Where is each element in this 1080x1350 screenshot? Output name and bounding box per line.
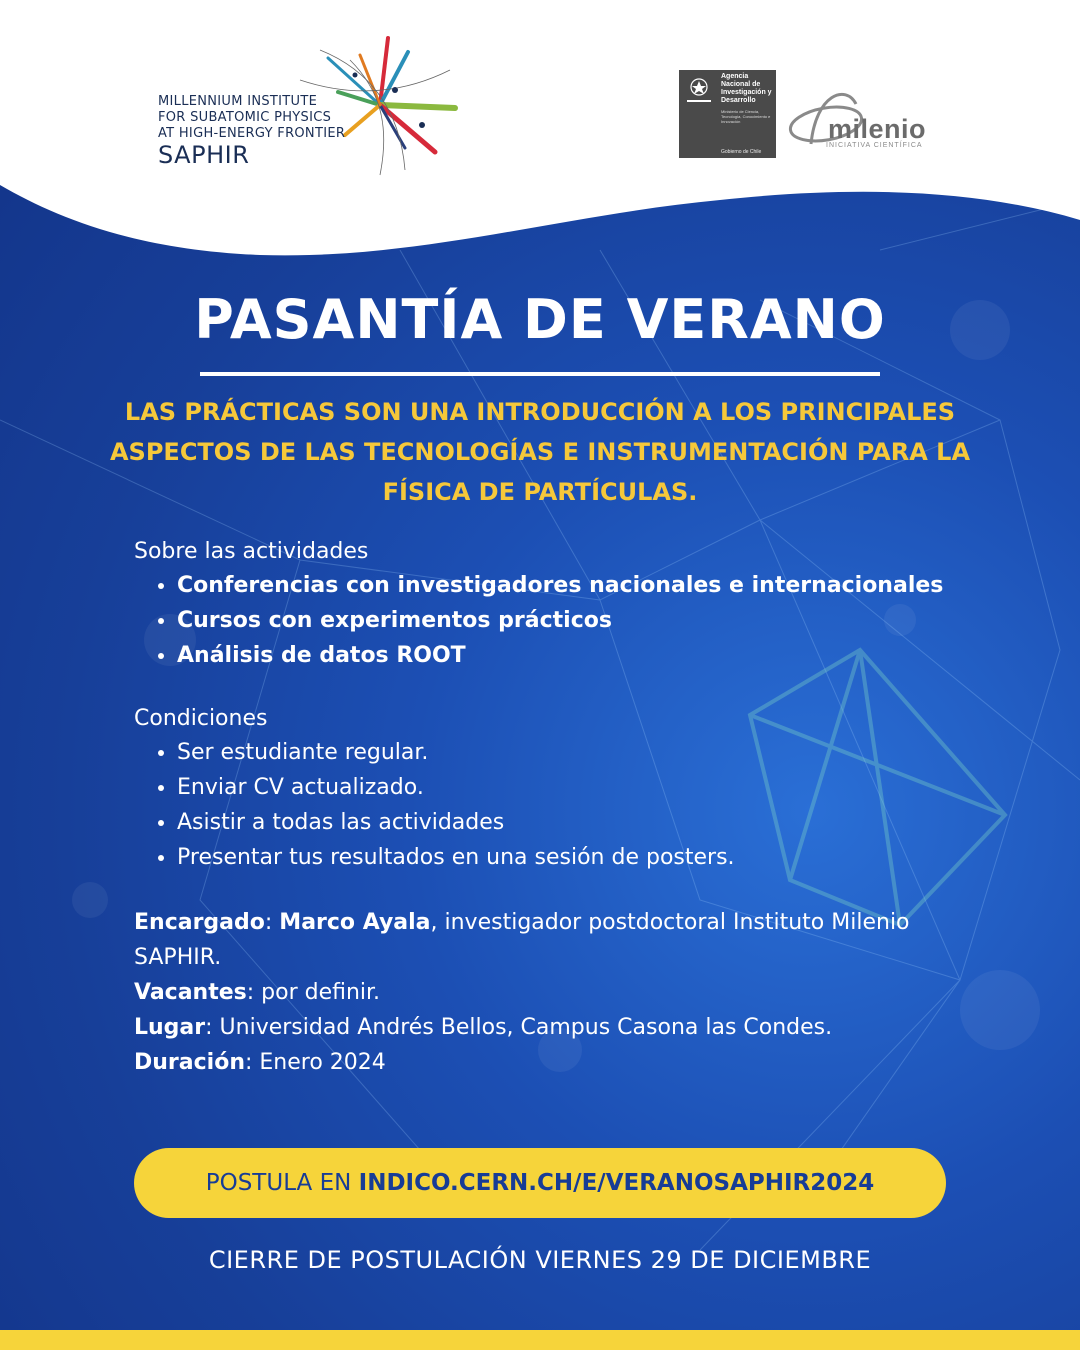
saphir-logo-text [158, 94, 345, 168]
list-item: • Análisis de datos ROOT [177, 638, 964, 673]
encargado-name: Marco Ayala [279, 910, 431, 935]
saphir-line-2: FOR SUBATOMIC PHYSICS [158, 110, 332, 125]
subtitle: LAS PRÁCTICAS SON UNA INTRODUCCIÓN A LOS PRINCIPALES ASPECTOS DE LAS TECNOLOGÍAS E INSTRUMENTACIÓN PARA LA FÍSICA DE PARTÍCULAS. [109, 398, 971, 506]
apply-url[interactable]: INDICO.CERN.CH/E/VERANOSAPHIR2024 [358, 1170, 875, 1196]
saphir-name: SAPHIR [158, 141, 250, 169]
encargado-label: Encargado [134, 910, 265, 935]
duracion-label: Duración [134, 1050, 245, 1075]
conditions-heading: Condiciones [134, 706, 268, 731]
conditions-section [134, 703, 964, 875]
conditions-list [134, 735, 964, 875]
anid-name: Agencia Nacional de Investigación y Desarrollo [721, 73, 772, 104]
vacantes-value: : por definir. [246, 980, 381, 1005]
anid-ministry: Ministerio de Ciencia, Tecnología, Conocimiento e Innovación [721, 109, 771, 124]
vacantes-label: Vacantes [134, 980, 247, 1005]
anid-logo [679, 70, 776, 158]
saphir-line-3: AT HIGH-ENERGY FRONTIER [158, 126, 346, 141]
deadline-text: CIERRE DE POSTULACIÓN VIERNES 29 DE DICIEMBRE [208, 1246, 872, 1274]
apply-prefix: POSTULA EN [205, 1170, 359, 1196]
list-item: • Cursos con experimentos prácticos [177, 603, 964, 638]
list-item: • Enviar CV actualizado. [177, 770, 964, 805]
milenio-name: milenio [828, 114, 927, 144]
list-item: • Ser estudiante regular. [177, 735, 964, 770]
milenio-tagline: INICIATIVA CIENTÍFICA [826, 142, 923, 149]
lugar-line [134, 1010, 964, 1045]
apply-link-button[interactable] [134, 1148, 946, 1218]
main-content [134, 536, 964, 1080]
encargado-line: Encargado: Marco Ayala, investigador postdoctoral Instituto Milenio SAPHIR. [134, 910, 910, 970]
list-item: • Presentar tus resultados en una sesión de posters. [177, 840, 964, 875]
list-item: • Asistir a todas las actividades [177, 805, 964, 840]
encargado-rest: , investigador postdoctoral Instituto Milenio SAPHIR. [134, 910, 910, 970]
saphir-line-1: MILLENNIUM INSTITUTE [158, 94, 318, 109]
duracion-value: : Enero 2024 [244, 1050, 386, 1075]
duracion-line [134, 1045, 964, 1080]
list-item: • Conferencias con investigadores nacionales e internacionales [177, 568, 964, 603]
chile-coat-of-arms-icon [679, 70, 719, 110]
bottom-bar [0, 1330, 1080, 1350]
vacantes-line [134, 975, 964, 1010]
activities-heading: Sobre las actividades [134, 539, 369, 564]
title-divider [200, 372, 880, 376]
info-section [134, 905, 964, 1080]
anid-footer: Gobierno de Chile [721, 149, 762, 155]
lugar-value: : Universidad Andrés Bellos, Campus Casona las Condes. [205, 1015, 833, 1040]
lugar-label: Lugar [134, 1015, 206, 1040]
apply-link-text [134, 1148, 946, 1218]
page-title: PASANTÍA DE VERANO [194, 288, 886, 351]
activities-list [134, 568, 964, 673]
